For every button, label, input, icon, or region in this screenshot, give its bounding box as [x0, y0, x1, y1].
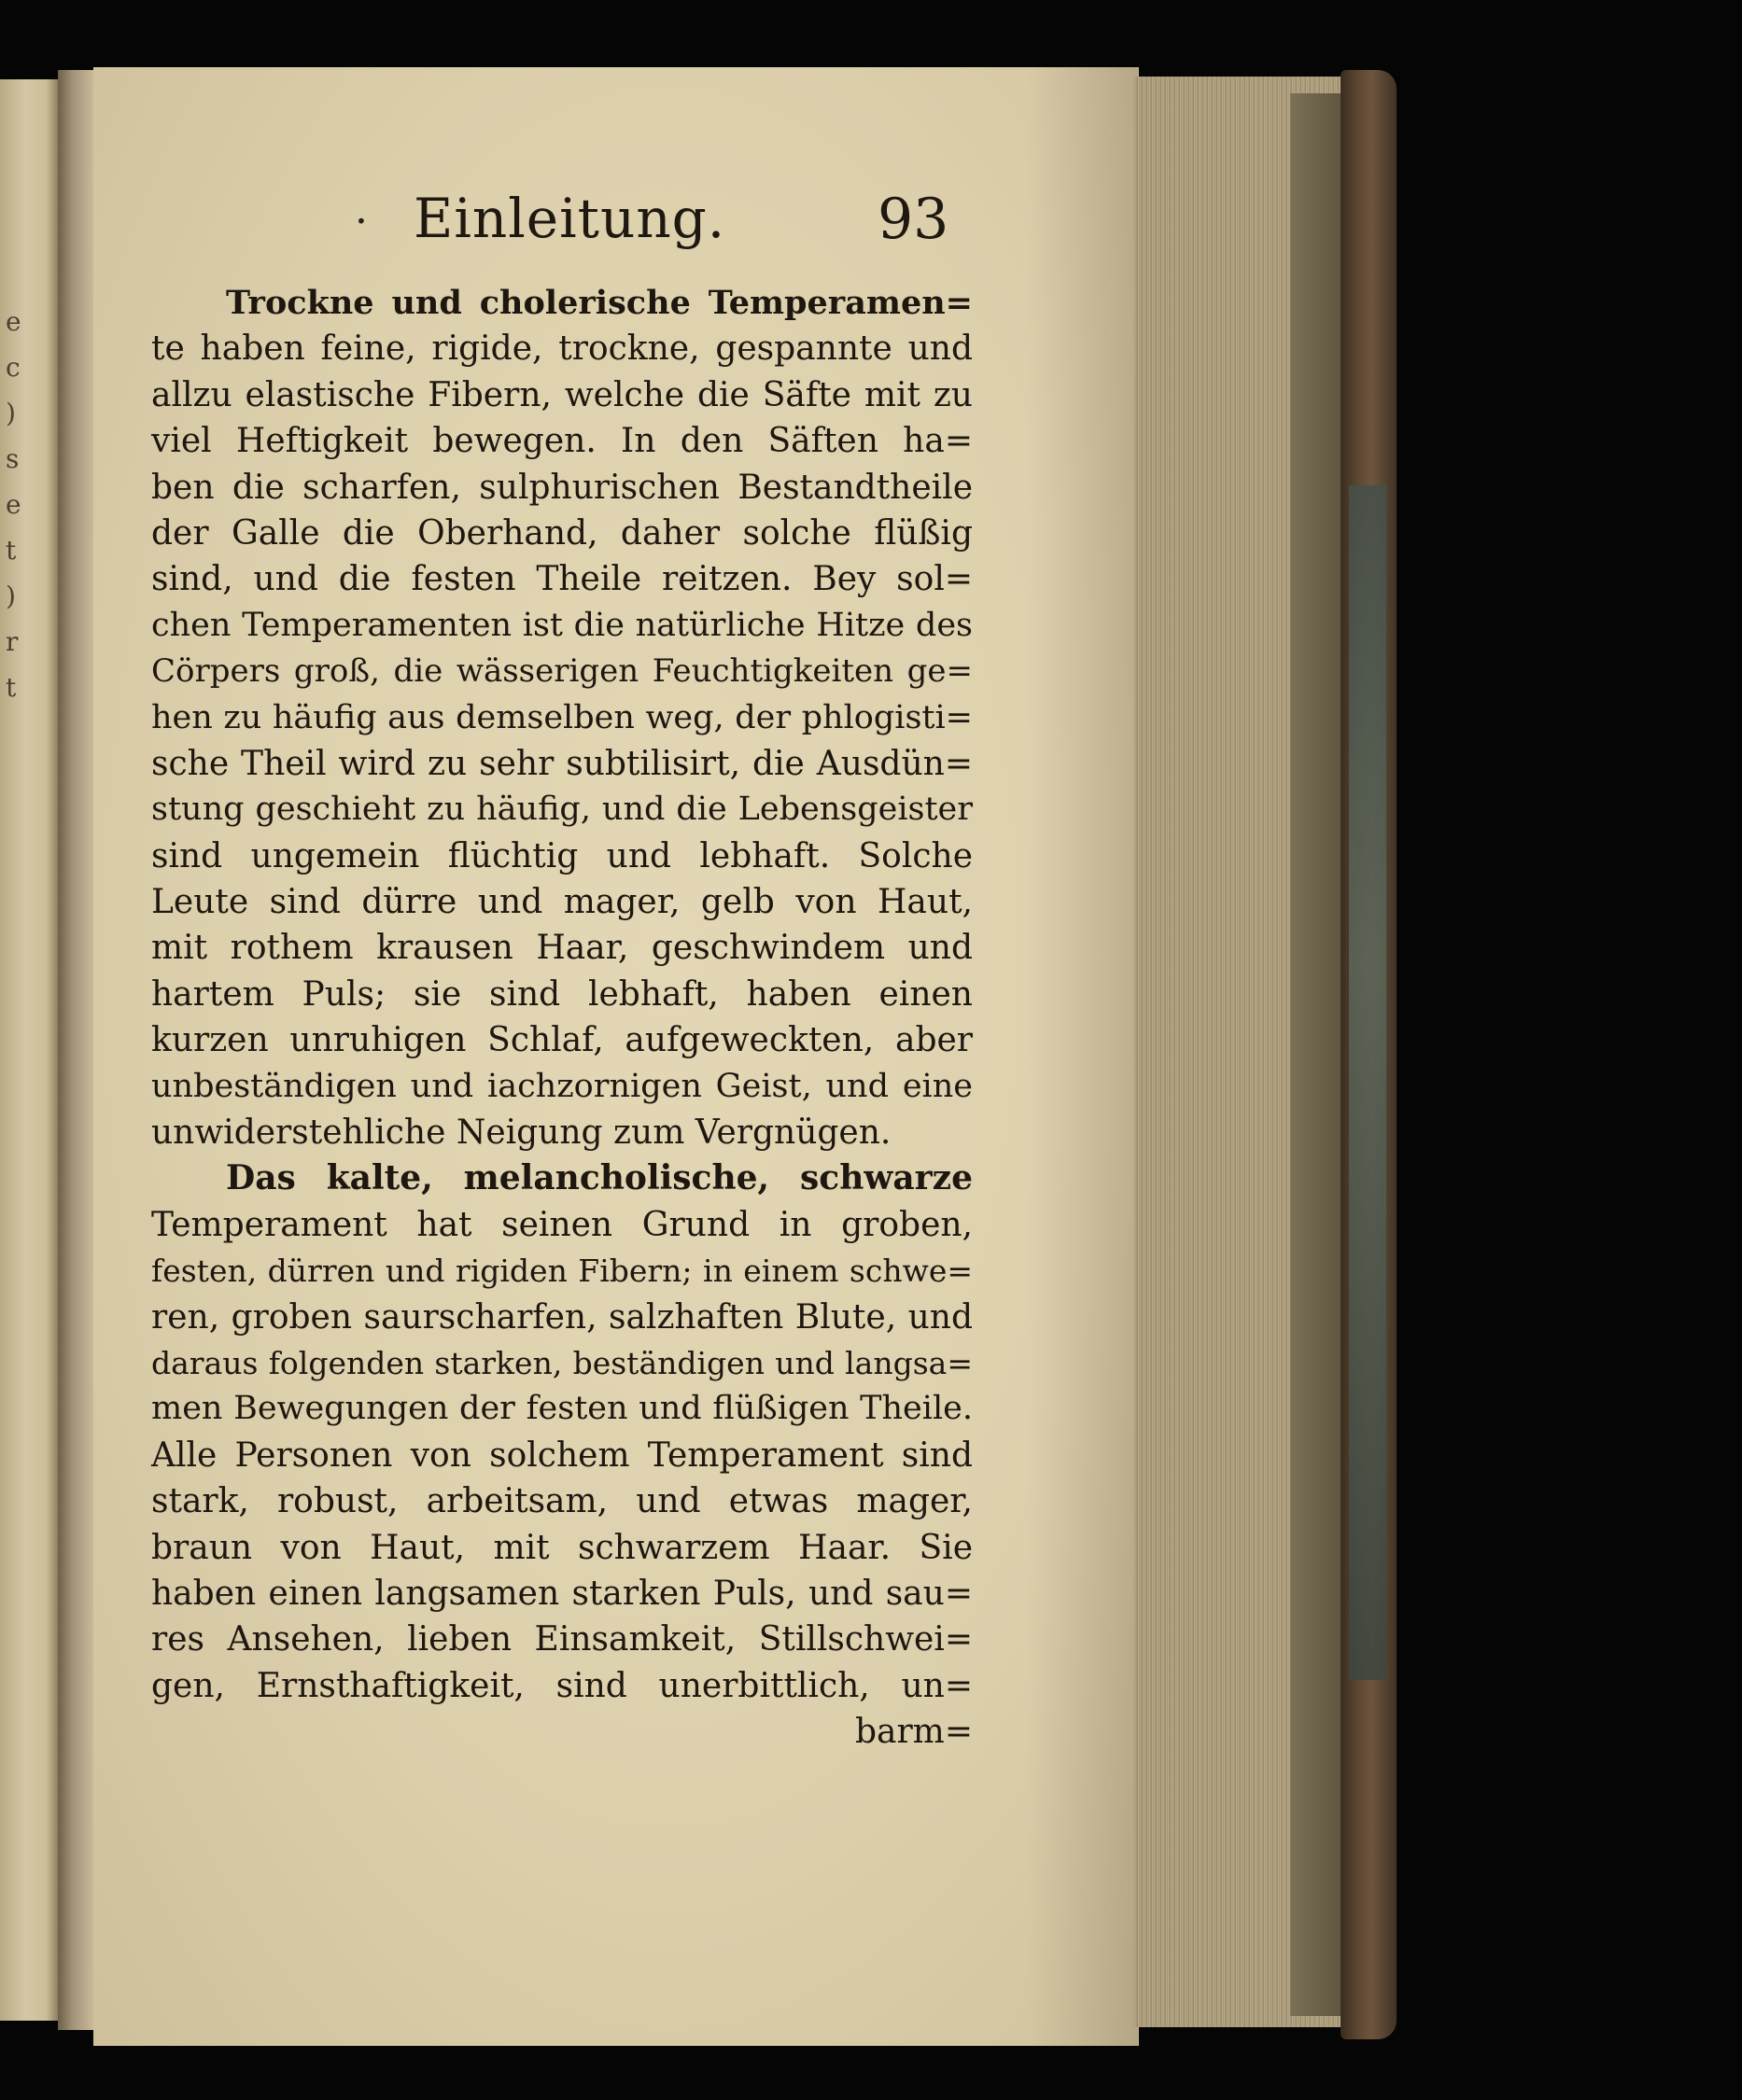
text-line: stung geschieht zu häufig, und die Lebensgeister: [151, 791, 973, 829]
text-line: Leute sind dürre und mager, gelb von Haut,: [151, 883, 973, 922]
fragment: t: [6, 672, 17, 703]
text-line: unbeständigen und iachzornigen Geist, und eine: [151, 1067, 973, 1105]
cover-marbling: [1349, 485, 1386, 1680]
book-gutter: [58, 70, 95, 2030]
fragment: e: [6, 489, 21, 520]
text-line: viel Heftigkeit bewegen. In den Säften ha=: [151, 422, 973, 461]
page-number: 93: [878, 187, 949, 252]
fragment: e: [6, 306, 21, 337]
text-line: sind ungemein flüchtig und lebhaft. Solche: [151, 836, 973, 875]
text-line: der Galle die Oberhand, daher solche flüßig: [151, 513, 973, 553]
text-line: braun von Haut, mit schwarzem Haar. Sie: [151, 1528, 973, 1567]
text-line: hen zu häufig aus demselben weg, der phlogisti=: [151, 698, 973, 736]
text-line: te haben feine, rigide, trockne, gespannte und: [151, 329, 973, 369]
text-line: res Ansehen, lieben Einsamkeit, Stillschwei=: [151, 1620, 973, 1659]
text-line: men Bewegungen der festen und flüßigen Theile.: [151, 1390, 973, 1428]
fragment: r: [6, 626, 19, 657]
body-text: [151, 280, 973, 1756]
text-line: Cörpers groß, die wässerigen Feuchtigkeiten ge=: [151, 652, 973, 691]
text-line: Trockne und cholerische Temperamen=: [226, 284, 973, 322]
fragment: ): [6, 398, 16, 428]
catchword: barm=: [854, 1713, 973, 1752]
text-line: ren, groben saurscharfen, salzhaften Blute, und: [151, 1297, 973, 1337]
text-line: allzu elastische Fibern, welche die Säfte mit zu: [151, 375, 973, 414]
running-header: [154, 187, 957, 271]
fragment: t: [6, 535, 17, 566]
text-line: daraus folgenden starken, beständigen und langsa=: [151, 1344, 973, 1381]
text-line: Temperament hat seinen Grund in groben,: [151, 1205, 973, 1244]
text-line: sind, und die festen Theile reitzen. Bey sol=: [151, 560, 973, 599]
page-fore-edge-shadow: [1290, 93, 1342, 2016]
text-line: hartem Puls; sie sind lebhaft, haben einen: [151, 974, 973, 1014]
text-line: gen, Ernsthaftigkeit, sind unerbittlich, un=: [151, 1666, 973, 1705]
previous-page-fragments: [6, 299, 34, 710]
fragment: c: [6, 352, 21, 383]
text-line: unwiderstehliche Neigung zum Vergnügen.: [151, 1113, 892, 1153]
text-line: sche Theil wird zu sehr subtilisirt, die Ausdün=: [151, 744, 973, 783]
text-line: ben die scharfen, sulphurischen Bestandtheile: [151, 468, 973, 507]
fragment: s: [6, 443, 20, 474]
text-line: Das kalte, melancholische, schwarze: [226, 1158, 973, 1198]
text-line: stark, robust, arbeitsam, und etwas mager,: [151, 1482, 973, 1521]
text-line: Alle Personen von solchem Temperament sind: [151, 1435, 973, 1475]
ornament-dot: ·: [355, 198, 368, 245]
page-shadow: [1027, 67, 1139, 2046]
running-head-title: Einleitung.: [414, 187, 726, 250]
text-line: festen, dürren und rigiden Fibern; in einem schwe=: [151, 1253, 973, 1290]
text-line: haben einen langsamen starken Puls, und sau=: [151, 1574, 973, 1613]
text-line: chen Temperamenten ist die natürliche Hitze des: [151, 606, 973, 644]
fragment: ): [6, 581, 16, 611]
text-line: mit rothem krausen Haar, geschwindem und: [151, 929, 973, 968]
text-line: kurzen unruhigen Schlaf, aufgeweckten, aber: [151, 1021, 973, 1060]
